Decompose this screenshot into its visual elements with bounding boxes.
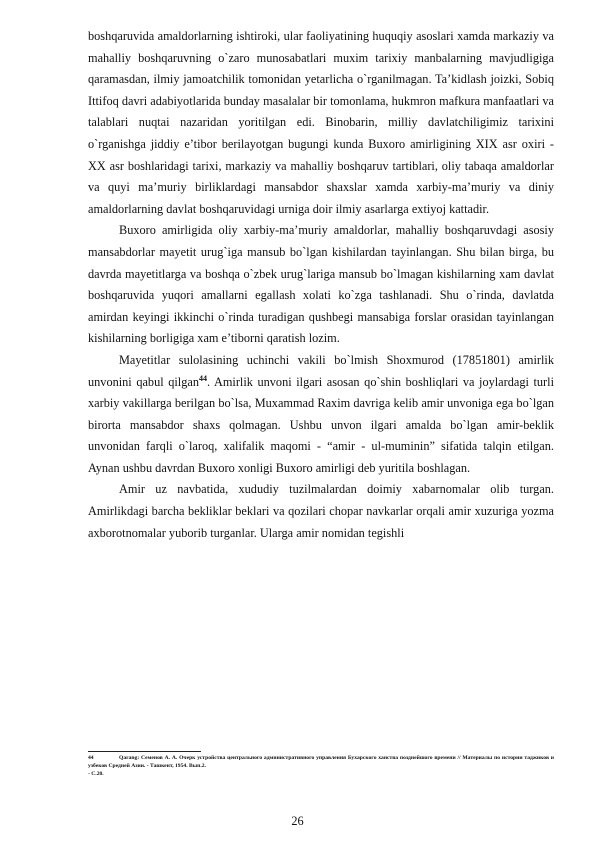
footnote-text: Qarang: Семенов А. А. Очерк устройства центрального административного управления Бухарского ханства позднейшого времени // Материалы по истории таджиков и узбеков Средней Азии. - Ташкент, 1954. Вып.2. bbox=[88, 755, 554, 769]
footnote bbox=[88, 755, 554, 778]
paragraph-3-text-start: Mayetitlar sulolasining uchinchi vakili bo`lmish Shoxmurod (17851801) amirlik unvonini qabul qilgan bbox=[88, 352, 554, 389]
footnote-divider bbox=[88, 751, 201, 752]
paragraph-4: Amir uz navbatida, xududiy tuzilmalardan doimiy xabarnomalar olib turgan. Amirlikdagi barcha bekliklar beklari va qozilari chopar navkarlar orqali amir xuzuriga yozma axborotnomalar yuborib turganlar. Ularga amir nomidan tegishli bbox=[88, 482, 554, 540]
paragraph-3 bbox=[88, 350, 554, 480]
paragraph-3-text-end: . Amirlik unvoni ilgari asosan qo`shin boshliqlari va joylardagi turli xarbiy vakillarga berilgan bo`lsa, Muxammad Raxim davriga kelib amir unvoniga ega bo`lgan birorta mansabdor shaxs qolmagan. Ushbu unvon ilgari amalda bo`lgan amir-beklik unvonidan farqli o`laroq, xalifalik maqomi - “amir - ul-muminin” sifatida talqin etilgan. Aynan ushbu davrdan Buxoro xonligi Buxoro amirligi deb yuritila boshlagan. bbox=[88, 374, 554, 475]
footnote-number: 44 bbox=[88, 755, 94, 761]
paragraph-2: Buxoro amirligida oliy xarbiy-ma’muriy amaldorlar, mahalliy boshqaruvdagi asosiy mansabdorlar mayetit urug`iga mansub bo`lgan kishilardan tayinlangan. Shu bilan birga, bu davrda mayetitlarga va boshqa o`zbek urug`lariga mansub bo`lmagan kishilarning xam davlat boshqaruvida yuqori amallarni egallash xolati ko`zga tashlanadi. Shu o`rinda, davlatda amirdan keyingi ikkinchi o`rinda turadigan qushbegi mansabiga forslar orasidan tayinlangan kishilarning borligiga xam e’tiborni qaratish lozim. bbox=[88, 223, 554, 346]
page-number: 26 bbox=[291, 814, 304, 828]
main-text bbox=[88, 26, 554, 544]
footnote-pages: - С.20. bbox=[88, 770, 104, 777]
footnote-reference[interactable]: 44 bbox=[198, 373, 207, 383]
paragraph-1: boshqaruvida amaldorlarning ishtiroki, ular faoliyatining huquqiy asoslari xamda markaziy va mahalliy boshqaruvning o`zaro munosabatlari muxim tarixiy manbalarning mavjudligiga qaramasdan, ilmiy jamoatchilik tomonidan yetarlicha o`rganilmagan. Ta’kidlash joizki, Sobiq Ittifoq davri adabiyotlarida bunday masalalar bir tomonlama, hukmron mafkura manfaatlari va talablari nuqtai nazaridan yoritilgan edi. Binobarin, milliy davlatchiligimiz tarixini o`rganishga jiddiy e’tibor berilayotgan bugungi kunda Buxoro amirligining XIX asr oxiri - XX asr boshlaridagi tarixi, markaziy va mahalliy boshqaruv tartiblari, oliy tabaqa amaldorlar va quyi ma’muriy birliklardagi mansabdor shaxslar xamda xarbiy-ma’muriy va diniy amaldorlarning davlat boshqaruvidagi urniga doir ilmiy asarlarga extiyoj kattadir. bbox=[88, 29, 554, 216]
